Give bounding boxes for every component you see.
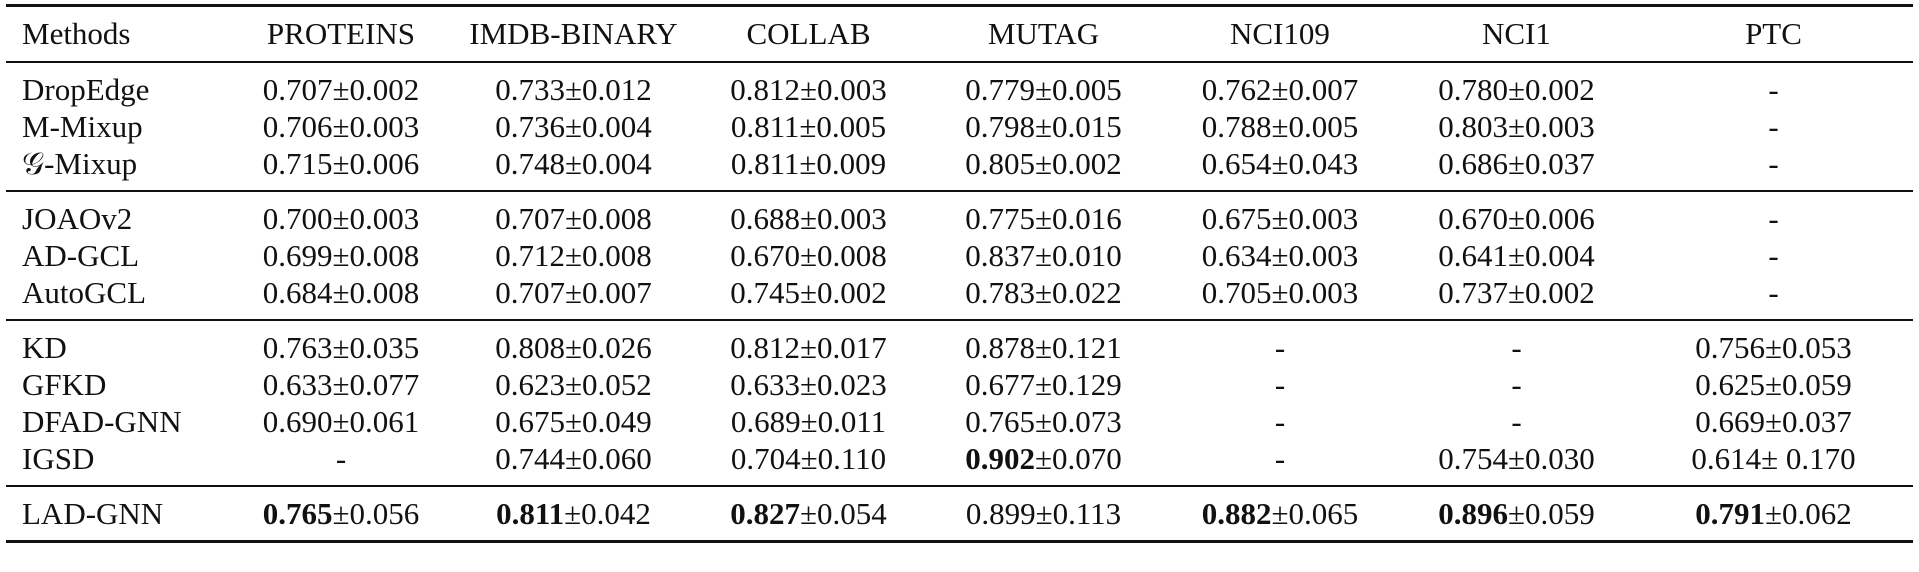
cell-mean: 0.827 — [730, 496, 800, 531]
header-methods: Methods — [6, 6, 226, 63]
value-cell — [691, 440, 926, 486]
cell-std: ±0.004 — [564, 146, 652, 181]
cell-std: ±0.007 — [1271, 72, 1359, 107]
value-cell — [1634, 320, 1913, 366]
cell-std: ±0.056 — [332, 496, 420, 531]
cell-std: ±0.007 — [564, 275, 652, 310]
cell-mean: 0.641 — [1438, 238, 1508, 273]
cell-std: ±0.052 — [564, 367, 652, 402]
cell-std: ±0.012 — [564, 72, 652, 107]
cell-mean: 0.744 — [495, 441, 565, 476]
cell-mean: 0.812 — [730, 330, 800, 365]
value-cell — [691, 274, 926, 320]
cell-std: ±0.043 — [1271, 146, 1359, 181]
cell-std: ±0.009 — [799, 146, 887, 181]
cell-std: ±0.006 — [1507, 201, 1595, 236]
cell-std: ±0.065 — [1271, 496, 1359, 531]
cell-mean: 0.677 — [965, 367, 1035, 402]
header-nci109: NCI109 — [1161, 6, 1399, 63]
cell-mean: 0.896 — [1438, 496, 1508, 531]
value-cell — [456, 320, 691, 366]
table-row — [6, 403, 1913, 440]
cell-std: ±0.059 — [1507, 496, 1595, 531]
cell-std: ±0.023 — [799, 367, 887, 402]
cell-std: ±0.005 — [799, 109, 887, 144]
cell-mean: 0.707 — [495, 201, 565, 236]
value-cell — [1161, 191, 1399, 237]
header-proteins: PROTEINS — [226, 6, 456, 63]
cell-mean: - — [1768, 72, 1779, 107]
cell-mean: 0.737 — [1438, 275, 1508, 310]
value-cell — [226, 145, 456, 191]
value-cell — [456, 237, 691, 274]
cell-mean: - — [1768, 238, 1779, 273]
value-cell — [456, 366, 691, 403]
method-name: JOAOv2 — [22, 201, 133, 236]
method-name: M-Mixup — [22, 109, 143, 144]
cell-std: ±0.077 — [332, 367, 420, 402]
cell-mean: 0.811 — [730, 109, 800, 144]
cell-std: ±0.003 — [1271, 201, 1359, 236]
value-cell — [1634, 403, 1913, 440]
value-cell — [456, 486, 691, 542]
value-cell — [1161, 108, 1399, 145]
cell-mean: 0.705 — [1201, 275, 1272, 310]
value-cell — [691, 191, 926, 237]
value-cell — [926, 366, 1161, 403]
value-cell — [456, 108, 691, 145]
table-row — [6, 237, 1913, 274]
value-cell — [226, 440, 456, 486]
cell-mean: 0.902 — [965, 441, 1035, 476]
cell-mean: 0.837 — [965, 238, 1035, 273]
cell-std: ±0.006 — [332, 146, 420, 181]
value-cell — [1634, 108, 1913, 145]
table-group — [6, 62, 1913, 191]
cell-mean: 0.614 — [1691, 441, 1762, 476]
cell-mean: 0.803 — [1438, 109, 1508, 144]
cell-mean: - — [1768, 201, 1779, 236]
cell-mean: 0.798 — [965, 109, 1035, 144]
cell-mean: 0.654 — [1201, 146, 1272, 181]
value-cell — [226, 486, 456, 542]
cell-std: ±0.035 — [332, 330, 420, 365]
cell-std: ±0.053 — [1764, 330, 1852, 365]
header-row — [6, 6, 1913, 63]
cell-mean: 0.783 — [965, 275, 1035, 310]
table-row — [6, 440, 1913, 486]
cell-mean: 0.686 — [1438, 146, 1508, 181]
cell-mean: 0.775 — [965, 201, 1035, 236]
value-cell — [456, 62, 691, 108]
table-row — [6, 108, 1913, 145]
cell-std: ±0.003 — [799, 72, 887, 107]
header-imdb-binary: IMDB-BINARY — [456, 6, 691, 63]
cell-std: ±0.003 — [1507, 109, 1595, 144]
cell-mean: 0.765 — [965, 404, 1035, 439]
value-cell — [456, 145, 691, 191]
cell-mean: - — [1768, 146, 1779, 181]
header-mutag: MUTAG — [926, 6, 1161, 63]
value-cell — [1634, 440, 1913, 486]
value-cell — [926, 440, 1161, 486]
value-cell — [1634, 366, 1913, 403]
value-cell — [926, 320, 1161, 366]
cell-std: ±0.004 — [1507, 238, 1595, 273]
table-group — [6, 191, 1913, 320]
results-table — [6, 4, 1913, 543]
value-cell — [926, 62, 1161, 108]
cell-mean: 0.690 — [262, 404, 333, 439]
cell-mean: 0.688 — [730, 201, 800, 236]
cell-mean: 0.808 — [495, 330, 565, 365]
value-cell — [1161, 403, 1399, 440]
cell-mean: 0.899 — [965, 496, 1036, 531]
cell-mean: 0.625 — [1695, 367, 1765, 402]
cell-mean: 0.791 — [1695, 496, 1765, 531]
table-row — [6, 366, 1913, 403]
value-cell — [226, 320, 456, 366]
value-cell — [456, 191, 691, 237]
cell-mean: 0.669 — [1695, 404, 1765, 439]
cell-mean: - — [1511, 367, 1522, 402]
value-cell — [1634, 191, 1913, 237]
cell-std: ±0.017 — [799, 330, 887, 365]
cell-std: ±0.002 — [1507, 275, 1595, 310]
cell-mean: 0.812 — [730, 72, 800, 107]
cell-mean: - — [1511, 404, 1522, 439]
cell-mean: 0.779 — [965, 72, 1035, 107]
cell-mean: 0.670 — [730, 238, 800, 273]
value-cell — [691, 403, 926, 440]
cell-std: ±0.022 — [1034, 275, 1122, 310]
value-cell — [1634, 486, 1913, 542]
cell-mean: 0.754 — [1438, 441, 1508, 476]
cell-std: ±0.002 — [1507, 72, 1595, 107]
value-cell — [691, 62, 926, 108]
cell-std: ±0.049 — [564, 404, 652, 439]
cell-std: ±0.070 — [1034, 441, 1122, 476]
cell-mean: 0.689 — [730, 404, 801, 439]
cell-mean: 0.675 — [1201, 201, 1272, 236]
value-cell — [226, 62, 456, 108]
value-cell — [1634, 274, 1913, 320]
table-row — [6, 62, 1913, 108]
cell-std: ±0.002 — [332, 72, 420, 107]
value-cell — [926, 237, 1161, 274]
value-cell — [1161, 145, 1399, 191]
cell-std: ±0.003 — [332, 109, 420, 144]
cell-mean: - — [335, 441, 347, 476]
cell-std: ±0.008 — [564, 201, 652, 236]
cell-std: ±0.121 — [1034, 330, 1122, 365]
method-name: GFKD — [22, 367, 107, 402]
value-cell — [226, 237, 456, 274]
value-cell — [456, 274, 691, 320]
value-cell — [691, 237, 926, 274]
cell-std: ±0.042 — [564, 496, 651, 531]
cell-mean: 0.684 — [262, 275, 333, 310]
cell-mean: 0.675 — [495, 404, 565, 439]
value-cell — [691, 486, 926, 542]
method-name: IGSD — [22, 441, 95, 476]
cell-mean: 0.763 — [262, 330, 333, 365]
cell-std: ±0.003 — [1271, 238, 1359, 273]
cell-mean: 0.811 — [730, 146, 800, 181]
cell-mean: 0.706 — [262, 109, 333, 144]
cell-mean: 0.704 — [730, 441, 801, 476]
cell-mean: - — [1274, 404, 1286, 439]
cell-std: ±0.008 — [332, 275, 420, 310]
value-cell — [926, 486, 1161, 542]
value-cell — [1634, 237, 1913, 274]
cell-std: ±0.059 — [1764, 367, 1852, 402]
cell-std: ±0.003 — [332, 201, 420, 236]
value-cell — [1399, 62, 1634, 108]
value-cell — [926, 108, 1161, 145]
cell-std: ±0.037 — [1507, 146, 1595, 181]
value-cell — [1399, 237, 1634, 274]
value-cell — [926, 274, 1161, 320]
value-cell — [226, 108, 456, 145]
method-name: AutoGCL — [22, 275, 146, 310]
value-cell — [1399, 440, 1634, 486]
value-cell — [1399, 366, 1634, 403]
cell-mean: 0.878 — [965, 330, 1035, 365]
cell-mean: 0.756 — [1695, 330, 1765, 365]
cell-std: ±0.008 — [799, 238, 887, 273]
cell-std: ±0.037 — [1764, 404, 1852, 439]
value-cell — [691, 145, 926, 191]
value-cell — [691, 366, 926, 403]
method-name: 𝒢-Mixup — [22, 146, 138, 181]
cell-mean: - — [1274, 441, 1286, 476]
cell-std: ±0.061 — [332, 404, 420, 439]
value-cell — [1399, 486, 1634, 542]
cell-std: ±0.003 — [799, 201, 887, 236]
value-cell — [456, 440, 691, 486]
cell-mean: 0.633 — [262, 367, 333, 402]
cell-std: ±0.003 — [1271, 275, 1359, 310]
table-row — [6, 145, 1913, 191]
cell-mean: 0.707 — [262, 72, 333, 107]
cell-std: ±0.060 — [564, 441, 652, 476]
cell-std: ±0.054 — [799, 496, 887, 531]
value-cell — [1634, 145, 1913, 191]
cell-mean: 0.745 — [730, 275, 800, 310]
value-cell — [926, 403, 1161, 440]
table-row — [6, 274, 1913, 320]
cell-std: ±0.113 — [1035, 496, 1122, 531]
cell-std: ±0.030 — [1507, 441, 1595, 476]
cell-mean: 0.623 — [495, 367, 565, 402]
value-cell — [691, 108, 926, 145]
cell-mean: 0.805 — [965, 146, 1035, 181]
cell-mean: 0.733 — [495, 72, 565, 107]
cell-std: ±0.110 — [800, 441, 887, 476]
cell-std: ±0.002 — [799, 275, 887, 310]
value-cell — [1161, 62, 1399, 108]
cell-std: ± 0.170 — [1761, 441, 1856, 476]
value-cell — [456, 403, 691, 440]
value-cell — [1399, 274, 1634, 320]
cell-mean: 0.634 — [1201, 238, 1272, 273]
value-cell — [1399, 403, 1634, 440]
method-name: AD-GCL — [22, 238, 140, 273]
cell-mean: 0.712 — [495, 238, 565, 273]
cell-mean: 0.715 — [262, 146, 333, 181]
value-cell — [691, 320, 926, 366]
cell-std: ±0.005 — [1034, 72, 1122, 107]
value-cell — [1161, 366, 1399, 403]
cell-std: ±0.002 — [1034, 146, 1122, 181]
value-cell — [926, 191, 1161, 237]
cell-std: ±0.026 — [564, 330, 652, 365]
cell-mean: 0.670 — [1438, 201, 1508, 236]
cell-mean: 0.765 — [262, 496, 333, 531]
value-cell — [1399, 320, 1634, 366]
value-cell — [226, 274, 456, 320]
cell-std: ±0.073 — [1034, 404, 1122, 439]
cell-std: ±0.008 — [564, 238, 652, 273]
value-cell — [1634, 62, 1913, 108]
cell-std: ±0.011 — [800, 404, 887, 439]
value-cell — [1399, 145, 1634, 191]
value-cell — [1161, 237, 1399, 274]
cell-std: ±0.016 — [1034, 201, 1122, 236]
cell-mean: 0.780 — [1438, 72, 1508, 107]
header-nci1: NCI1 — [1399, 6, 1634, 63]
value-cell — [1161, 486, 1399, 542]
method-name: KD — [22, 330, 67, 365]
cell-mean: 0.633 — [730, 367, 800, 402]
cell-mean: - — [1768, 275, 1779, 310]
cell-mean: 0.788 — [1201, 109, 1272, 144]
value-cell — [226, 403, 456, 440]
cell-std: ±0.015 — [1034, 109, 1122, 144]
value-cell — [1161, 274, 1399, 320]
cell-mean: - — [1511, 330, 1522, 365]
method-name: DropEdge — [22, 72, 150, 107]
cell-mean: 0.736 — [495, 109, 565, 144]
cell-std: ±0.062 — [1764, 496, 1852, 531]
cell-std: ±0.005 — [1271, 109, 1359, 144]
value-cell — [1161, 440, 1399, 486]
cell-std: ±0.008 — [332, 238, 420, 273]
value-cell — [1161, 320, 1399, 366]
table-group — [6, 320, 1913, 486]
cell-std: ±0.010 — [1034, 238, 1122, 273]
cell-mean: 0.707 — [495, 275, 565, 310]
table-row — [6, 191, 1913, 237]
value-cell — [1399, 108, 1634, 145]
value-cell — [1399, 191, 1634, 237]
method-name: DFAD-GNN — [22, 404, 182, 439]
cell-mean: 0.700 — [262, 201, 333, 236]
table-row — [6, 486, 1913, 542]
value-cell — [226, 191, 456, 237]
header-ptc: PTC — [1634, 6, 1913, 63]
cell-mean: 0.882 — [1201, 496, 1272, 531]
cell-mean: - — [1274, 367, 1286, 402]
value-cell — [226, 366, 456, 403]
cell-mean: 0.811 — [496, 496, 565, 531]
cell-mean: 0.748 — [495, 146, 565, 181]
value-cell — [926, 145, 1161, 191]
cell-mean: 0.762 — [1201, 72, 1272, 107]
table-header — [6, 6, 1913, 63]
table-group — [6, 486, 1913, 542]
table-row — [6, 320, 1913, 366]
cell-std: ±0.129 — [1034, 367, 1122, 402]
header-collab: COLLAB — [691, 6, 926, 63]
method-name: LAD-GNN — [22, 496, 164, 531]
cell-mean: 0.699 — [262, 238, 333, 273]
cell-mean: - — [1274, 330, 1286, 365]
cell-std: ±0.004 — [564, 109, 652, 144]
cell-mean: - — [1768, 109, 1779, 144]
